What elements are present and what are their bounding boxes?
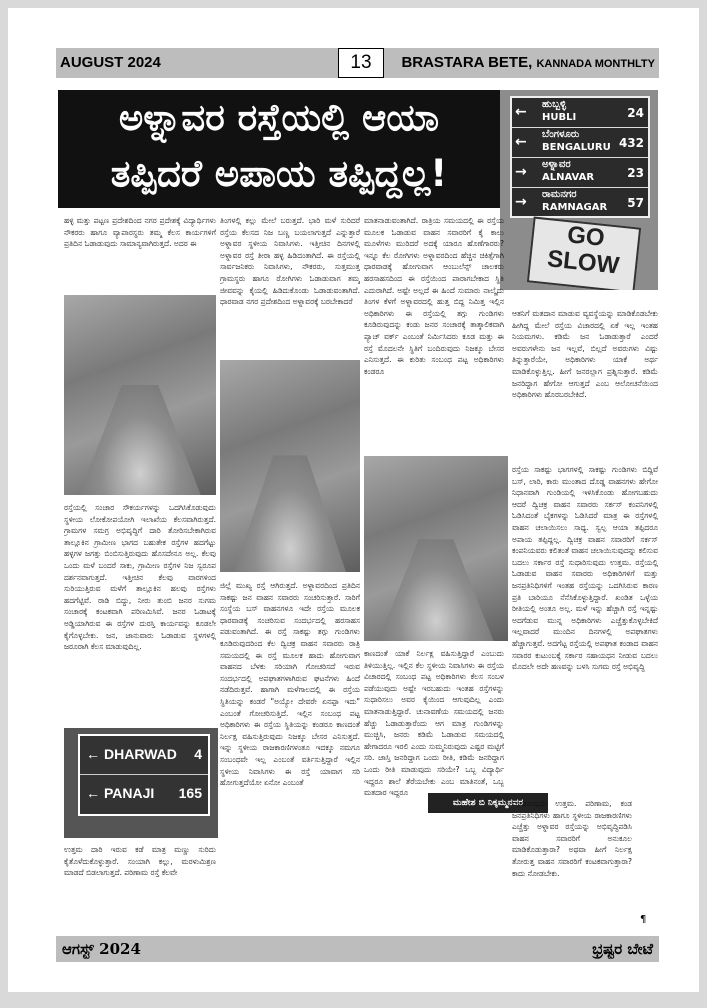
column-1-bottom bbox=[64, 844, 216, 930]
pothole-road-photo-1 bbox=[64, 295, 216, 495]
column-4-middle bbox=[512, 464, 658, 794]
flooded-road-photo bbox=[220, 360, 360, 572]
sign-km: 57 bbox=[627, 196, 644, 210]
article-text: ಜಿಲ್ಲೆ ಮುಖ್ಯ ರಸ್ತೆ ಆಗಿರುತ್ತದೆ. ಅಳ್ನಾವರದಿಂದ ಪ್ರತಿದಿನ ಸಾಕಷ್ಟು ಜನ ವಾಹನ ಸವಾರರು ಸಂಚರಿಸುತ್ತಾರೆ. ಸಾರಿಗೆ ಸಂಸ್ಥೆಯ ಬಸ್ ವಾಹನಗಳೂ ಇದೇ ರಸ್ತೆಯ ಮೂಲಕ ಧಾರವಾಡಕ್ಕೆ ಸಂಚರಿಸುವ ಸಂದರ್ಭದಲ್ಲಿ ಹರಸಾಹಸ ಪಡುವಂತಾಗಿದೆ. ಈ ರಸ್ತೆ ಸಾಕಷ್ಟು ತಗ್ಗು ಗುಂಡಿಗಳು ಕೂಡಿರುವುದರಿಂದ ಕೆಲ ದ್ವಿಚಕ್ರ ವಾಹನ ಸವಾರರು ರಾತ್ರಿ ಸಮಯದಲ್ಲಿ ಈ ರಸ್ತೆ ಮೂಲಕ ಹಾದು ಹೋಗುವಾಗ ವಾಹನದ ಬೆಳಕು ಸರಿಯಾಗಿ ಗೋಚರಿಸದೆ ಇರುವ ಸಂದರ್ಭದಲ್ಲಿ ಅಪಘಾತಗಳಾಗಿರುವ ಘಟನೆಗಳು ಹಿಂದೆ ನಡೆದಿರುತ್ತವೆ. ಹಾಗಾಗಿ ಮಳೆಗಾಲದಲ್ಲಿ ಈ ರಸ್ತೆಯ ಸ್ಥಿತಿಯನ್ನು ಕಂಡರೆ "ಅಯ್ಯೋ ದೇವರೇ ಏನಪ್ಪಾ ಇದು" ಎಂಬಂತೆ ಗೋಚರಿಸುತ್ತಿದೆ. ಇಲ್ಲಿನ ಸಂಬಂಧ ಪಟ್ಟ ಅಧಿಕಾರಿಗಳು ಈ ರಸ್ತೆಯ ಸ್ಥಿತಿಯನ್ನು ಕಂಡರೂ ಕಾಣದಂತೆ ನಿರ್ಲಕ್ಷ ವಹಿಸುತ್ತಿರುವುದು ನಿಜಕ್ಕೂ ಬೇಸರ ಎನಿಸುತ್ತದೆ. ಇನ್ನು ಸ್ಥಳೀಯ ರಾಜಕಾರಣಿಗಳಂತೂ ಇದಕ್ಕೂ ನಮಗೂ ಸಂಬಂಧವೇ ಇಲ್ಲ ಎಂಬಂತೆ ವರ್ತಿಸುತ್ತಿದ್ದಾರೆ ಇಲ್ಲಿನ ಸ್ಥಳೀಯ ನಿವಾಸಿಗಳು ಈ ರಸ್ತೆ ಯಾವಾಗ ಸರಿ ಹೋಗುತ್ತದೆಯೋ ಏನೋ ಎಂಬಂತೆ bbox=[220, 581, 360, 788]
distance-row-dharwad bbox=[80, 736, 208, 775]
arrow-left-icon: ← bbox=[515, 134, 527, 150]
go-slow-sign bbox=[527, 217, 641, 290]
distance-board bbox=[78, 734, 210, 816]
article-text: ಆತನಿಗೆ ಮತದಾನ ಮಾಡುವ ವ್ಯವಸ್ಥೆಯನ್ನು ಮಾಡಿಕೊಡಬೇಕು ಹೀಗಿದ್ದ ಮೇಲೆ ರಸ್ತೆಯ ವಿಚಾರದಲ್ಲಿ ಏಕೆ ಇಲ್ಲ ಇಂತಹ ನಿಯಮಗಳು. ಕಡಿಮೆ ಜನ ಓಡಾಡುತ್ತಾರೆ ಎಂದರೆ ಅವರುಗಳೇನು ಜನ ಇಲ್ಲವೆ, ಬಿಲ್ಲದೆ ಅವರುಗಳು ವಿಷ್ಟು ತಿನ್ನುತ್ತಾರೆಯೇ, ಅಧಿಕಾರಿಗಳು ಯಾಕೆ ಅರ್ಥ ಮಾಡಿಕೊಳ್ಳುತ್ತಿಲ್ಲ. ಹೀಗೆ ಜನರಲ್ಲಾಗ ಪ್ರಶ್ನಿಸುತ್ತಾರೆ. ಕಡಿಮೆ ಜನರಿದ್ದಾಗ ಹೇಗೋ ಆಗುತ್ತದೆ ಎಂಬ ಆಲೋಚನೆಯಿಂದ ಅಧಿಕಾರಿಗಳು ಹೊರಬರಬೇಕಿದೆ. bbox=[512, 309, 658, 400]
sign-place: HUBLI bbox=[542, 112, 577, 123]
article-text: ಉತ್ತಮ ದಾರಿ ಇರುವ ಕಡೆ ಮಾತ್ರ ಮಣ್ಣು ಸುರಿದು ಕೈತೊಳೆದುಕೊಳ್ಳುತ್ತಾರೆ. ಸಂಯಾಗಿ ಕಲ್ಲು, ಮರಳುಮಿಶ್ರಣ ಮಾಡದೆ ಬಿಡಲಾಗುತ್ತದೆ. ಪರಿಣಾಮ ರಸ್ತೆ ಕೆಲವೇ bbox=[64, 845, 216, 878]
distance-place: PANAJI bbox=[104, 785, 155, 801]
page-header bbox=[56, 48, 659, 78]
column-4-bottom bbox=[512, 798, 632, 916]
column-4-top bbox=[512, 308, 658, 460]
masthead-title: BRASTARA BETE, bbox=[401, 54, 533, 71]
arrow-left-icon: ← bbox=[86, 746, 100, 762]
article-text: ಹಳ್ಳಿ ಮತ್ತು ಪಟ್ಟಣ ಪ್ರದೇಶದಿಂದ ನಗರ ಪ್ರದೇಶಕ್ಕೆ ವಿದ್ಯಾರ್ಥಿಗಳು ನೌಕರರು ಹಾಗೂ ವ್ಯಾಪಾರಸ್ಥರು ತಮ್ಮ ಕೆಲಸ ಕಾರ್ಯಗಳಿಗೆ ಪ್ರತಿದಿನ ಓಡಾಡುವುದು ಸಾಮಾನ್ಯವಾಗಿರುತ್ತದೆ. ಅದರ ಈ bbox=[64, 216, 216, 249]
column-2-bottom bbox=[220, 580, 360, 930]
distance-sign-photo bbox=[64, 728, 218, 838]
distance-row-panaji bbox=[80, 775, 208, 813]
road-sign-photo bbox=[500, 90, 658, 290]
article-text: ತಿಂಗಳಲ್ಲಿ ಕಲ್ಲು ಮೇಲೆ ಬರುತ್ತದೆ. ಭಾರಿ ಮಳೆ ಸುರಿದರೆ ರಸ್ತೆಯ ಕೆಲಸದ ನಿಜ ಬಣ್ಣ ಬಯಲಾಗುತ್ತದೆ ಎನ್ನುತ್ತಾರೆ ಅಳ್ನಾವರ ಸ್ಥಳೀಯ ನಿವಾಸಿಗಳು. ಇತ್ತೀಚಿನ ದಿನಗಳಲ್ಲಿ ಅಳ್ನಾವರ ರಸ್ತೆ ತೀರಾ ಹಳ್ಳ ಹಿಡಿದಂತಾಗಿದೆ. ಈ ರಸ್ತೆಯಲ್ಲಿ ಸಾರ್ವಜನಿಕರು ನಿವಾಸಿಗಳು, ನೌಕರರು, ಸುತ್ತಮುತ್ತ ಗ್ರಾಮಸ್ಥರು ಹಾಗೂ ರೋಗಿಗಳು ಓಡಾಡುವಾಗ ತಮ್ಮ ಜೀವವನ್ನು ಕೈಯಲ್ಲಿ ಹಿಡಿದುಕೊಂಡು ಓಡಾಡುವಂತಾಗಿದೆ. ಧಾರವಾಡ ನಗರ ಪ್ರದೇಶದಿಂದ ಅಳ್ನಾವರಕ್ಕೆ ಬರಬೇಕಾದರೆ bbox=[220, 216, 360, 307]
masthead-subtitle: KANNADA MONTHLTY bbox=[536, 58, 655, 70]
arrow-left-icon: ← bbox=[515, 104, 527, 120]
column-3-bottom bbox=[364, 648, 504, 930]
sign-row-bengaluru bbox=[512, 128, 648, 158]
road-surface bbox=[234, 455, 346, 572]
article-text: ಮಾತನಾಡುವಂತಾಗಿದೆ. ರಾತ್ರಿಯ ಸಮಯದಲ್ಲಿ ಈ ರಸ್ತೆಯ ಮೂಲಕ ಓಡಾಡುವ ವಾಹನ ಸವಾರರಿಗೆ ಕೈ ಕಾಲು ಮೂಳೆಗಳು ಮುರಿದರೆ ಅದಕ್ಕೆ ಯಾರೂ ಹೊಣೆಗಾರರು? ಇನ್ನೂ ಕೆಲ ರೋಗಿಗಳು ಅಳ್ನಾವರದಿಂದ ಹೆಚ್ಚಿನ ಚಿಕಿತ್ಸೆಗಾಗಿ ಧಾರವಾಡಕ್ಕೆ ಹೋಗುವಾಗ ಆಂಬುಲೆನ್ಸ್ ಚಾಲಕರು ಹರಸಾಹಸದಿಂದ ಈ ರಸ್ತೆಯಿಂದ ಪಾರಾಗಬೇಕಾದ ಸ್ಥಿತಿ ಎದುರಾಗಿದೆ. ಅಷ್ಟೇ ಅಲ್ಲದೆ ಈ ಹಿಂದೆ ಸುಮಾರು ನಾಲ್ಕೈದು ತಿಂಗಳ ಕೆಳಗೆ ಅಳ್ನಾವರದಲ್ಲಿ ಹುತ್ತ ಬಿದ್ದ ನಿಮಿತ್ತ ಇಲ್ಲಿನ ಅಧಿಕಾರಿಗಳು ಈ ರಸ್ತೆಯಲ್ಲಿ ತಗ್ಗು ಗುಂಡಿಗಳು ಕೂಡಿರುವುದನ್ನು ಕಂಡು ಜನರ ಸಂಚಾರಕ್ಕೆ ತಾತ್ಕಾಲಿಕವಾಗಿ ಪ್ಯಾಚ್ ವರ್ಕ್ ಎಂಬಂತೆ ನಿರ್ಮಿಸಿದರು ಕೂಡ ಮತ್ತು ಈ ರಸ್ತೆ ಮೊದಲನೇ ಸ್ಥಿತಿಗೆ ಬಂದಿರುವುದು ನಿಜಕ್ಕೂ ಬೇಸರ ಎನಿಸುತ್ತದೆ. ಈ ಕುರಿತು ಸಂಬಂಧ ಪಟ್ಟ ಅಧಿಕಾರಿಗಳು ಕಂಡರೂ bbox=[364, 216, 504, 376]
headline-line-1: ಅಳ್ನಾವರ ರಸ್ತೆಯಲ್ಲಿ ಆಯಾ bbox=[118, 96, 440, 139]
distance-km: 4 bbox=[194, 746, 202, 762]
headline bbox=[58, 90, 500, 208]
footer-date: ಆಗಸ್ಟ್ 2024 bbox=[62, 940, 141, 958]
sign-row-alnavar bbox=[512, 158, 648, 188]
sign-place-kn: ಅಳ್ನಾವರ bbox=[542, 159, 571, 170]
direction-board bbox=[510, 96, 650, 218]
page-footer bbox=[56, 936, 659, 962]
magazine-page bbox=[8, 8, 699, 992]
column-3-top bbox=[364, 215, 504, 451]
sign-km: 24 bbox=[627, 106, 644, 120]
sign-km: 23 bbox=[627, 166, 644, 180]
article-text: ರಸ್ತೆಯಲ್ಲಿ ಸಂಚಾರ ಸೌಕರ್ಯಗಳನ್ನು ಒದಗಿಸಿಕೊಡುವುದು ಸ್ಥಳೀಯ ಲೋಕೋಪಯೋಗಿ ಇಲಾಖೆಯ ಕೆಲಸವಾಗಿರುತ್ತದೆ. ಗ್ರಾಮಗಳ ಸಮಗ್ರ ಅಭಿವೃದ್ಧಿಗೆ ದಾರಿ ತೋರಿಸಬೇಕಾಗಿರುವ ತಾಲ್ಲೂಕಿನ ಗ್ರಾಮೀಣ ಭಾಗದ ಬಹುತೇಕ ರಸ್ತೆಗಳ ಹದಗೆಟ್ಟು ಹಳ್ಳಗಳ ಜಗತ್ತು ಬಿಂಬಿಸುತ್ತಿರುವುದು ಹೊಸದೇನೂ ಅಲ್ಲ. ಕೆಲವು ಒಂದು ಮಳೆ ಬಂದರೆ ಸಾಕು, ಗ್ರಾಮೀಣ ರಸ್ತೆಗಳ ನಿಜ ಸ್ವರೂಪ ದರ್ಶನವಾಗುತ್ತದೆ. ಇತ್ತೀಚಿನ ಕೆಲವು ವಾರಗಳಿಂದ ಸುರಿಯುತ್ತಿರುವ ಮಳೆಗೆ ತಾಲ್ಲೂಕಿನ ಹಲವು ರಸ್ತೆಗಳು ಹದಗೆಟ್ಟಿವೆ. ರಾಡಿ ಬಿದ್ದು, ನೀರು ತುಂಬಿ ಜನರ ಸುಗಮ ಸಂಚಾರಕ್ಕೆ ಕಂಟಕವಾಗಿ ಪರಿಣಮಿಸಿವೆ. ಜನರ ಓಡಾಟಕ್ಕೆ ಅಡ್ಡಿಯಾಗಿರುವ ಈ ರಸ್ತೆಗಳ ದುರಸ್ತಿ ಕಾರ್ಯವನ್ನು ಕೂಡಲೇ ಕೈಗೊಳ್ಳಬೇಕು. ಜನ, ಜಾನುವಾರು ಓಡಾಡುವ ಸ್ಥಳಗಳಲ್ಲಿ ಜರೂರಾಗಿ ಕೆಲಸ ಮಾಡುವುದಿಲ್ಲ. bbox=[64, 503, 216, 652]
sign-place-kn: ಹುಬ್ಬಳ್ಳಿ bbox=[542, 99, 567, 110]
author-byline: ಮಹೇಶ ಬಿ ನಿಕ್ಕಮ್ಮನವರ bbox=[428, 793, 548, 813]
sign-row-hubli bbox=[512, 98, 648, 128]
column-1-middle bbox=[64, 502, 216, 724]
road-surface bbox=[79, 385, 201, 495]
sign-place: RAMNAGAR bbox=[542, 202, 608, 213]
headline-line-2: ತಪ್ಪಿದರೆ ಅಪಾಯ ತಪ್ಪಿದ್ದಲ್ಲ! bbox=[110, 152, 448, 195]
distance-place: DHARWAD bbox=[104, 746, 177, 762]
arrow-right-icon: → bbox=[515, 164, 527, 180]
arrow-right-icon: → bbox=[515, 194, 527, 210]
pothole-road-photo-2 bbox=[364, 456, 508, 641]
page-number: 13 bbox=[338, 48, 384, 78]
road-surface bbox=[378, 539, 493, 641]
article-text: ಮಾಡಿಸುವುದು ಉತ್ತಮ. ಪರಿಣಾಮ, ಕಂಡ ಜನಪ್ರತಿನಿಧಿಗಳು ಹಾಗೂ ಸ್ಥಳೀಯ ರಾಜಕಾರಣಿಗಳು ಎಚ್ಚೆತ್ತು ಅಳ್ನಾವರ ರಸ್ತೆಯನ್ನು ಅಭಿವೃದ್ಧಿಪಡಿಸಿ ವಾಹನ ಸವಾರರಿಗೆ ಅನುಕೂಲ ಮಾಡಿಕೊಡುತ್ತಾರಾ? ಅಥವಾ ಹೀಗೆ ನಿರ್ಲಕ್ಷ ತೋರುತ್ತ ವಾಹನ ಸವಾರರಿಗೆ ಕಂಟಕವಾಗುತ್ತಾರಾ? ಕಾದು ನೋಡಬೇಕು. bbox=[512, 799, 632, 878]
sign-place-kn: ಬೆಂಗಳೂರು bbox=[542, 129, 580, 140]
sign-place: ALNAVAR bbox=[542, 172, 595, 183]
article-text: ರಸ್ತೆಯ ಸಾಕಷ್ಟು ಭಾಗಗಳಲ್ಲಿ ಸಾಕಷ್ಟು ಗುಂಡಿಗಳು ಬಿದ್ದಿವೆ ಬಸ್, ಲಾರಿ, ಕಾರು ಮುಂತಾದ ದೊಡ್ಡ ವಾಹನಗಳು ಹೇಗೋ ನಿಧಾನವಾಗಿ ಗುಂಡಿಯಲ್ಲಿ ಇಳಿಸಿಕೊಂಡು ಹೋಗಬಹುದು ಆದರೆ ದ್ವಿಚಕ್ರ ವಾಹನ ಸವಾರರು ಸರ್ಕಸ್ ಕಂಪನಿಗಳಲ್ಲಿ ಓಡಿಸಿದಂತೆ ಬೈಕಗಳನ್ನು ಓಡಿಸಿದರೆ ಮಾತ್ರ ಈ ರಸ್ತೆಗಳಲ್ಲಿ ವಾಹನ ಚಲಾಯಿಸಲು ಸಾಧ್ಯ. ಸ್ವಲ್ಪ ಆಯಾ ತಪ್ಪಿದರೂ ಅಪಾಯ ತಪ್ಪಿದ್ದಲ್ಲ. ದ್ವಿಚಕ್ರ ವಾಹನ ಸವಾರರಿಗೆ ಸರ್ಕಸ್ ಕಂಪನಿಯವರು ಕಲಿತಂತೆ ವಾಹನ ಚಲಾಯಿಸುವುದನ್ನು ಕಲಿಸುವ ಬದಲು ಸರ್ಕಾರ ರಸ್ತೆ ಸುಧಾರಿಸುವುದು ಉತ್ತಮ. ರಸ್ತೆಯಲ್ಲಿ ಓಡಾಡುವ ವಾಹನ ಸವಾರರು ಅಧಿಕಾರಿಗಳಿಗೆ ಮತ್ತು ಜನಪ್ರತಿನಿಧಿಗಳಿಗೆ ಇಂತಹ ರಸ್ತೆಯನ್ನು ಒದಗಿಸಿರುವ ಕಾರಣ ಪ್ರತಿ ಬಾರಿಯೂ ನೆನೆಸಿಕೊಳ್ಳುತ್ತಿದ್ದಾರೆ. ಖಂಡಿತ ಒಳ್ಳೆಯ ರೀತಿಯಲ್ಲಿ ಅಂತೂ ಅಲ್ಲ. ಮಳೆ ಇನ್ನು ಹೆಚ್ಚಾಗಿ ರಸ್ತೆ ಇನ್ನಷ್ಟು ಅದಗೆಡುವ ಮುನ್ನ ಅಧಿಕಾರಿಗಳು ಎಚ್ಚೆತ್ತುಕೊಳ್ಳಬೇಕಿದೆ ಇಲ್ಲವಾದರೆ ಮುಂದಿನ ದಿನಗಳಲ್ಲಿ ಅಪಘಾತಗಳು ಹೆಚ್ಚಾಗುತ್ತವೆ. ಅದಗೆಟ್ಟ ರಸ್ತೆಯಲ್ಲಿ ಅಪಘಾತ ಕಂಡಾದ ವಾಹನ ಸವಾರರ ಕುಟುಂಬಕ್ಕೆ ಸರ್ಕಾರ ಸಹಾಯಧನ ನೀಡುವ ಬದಲು ಮೊದಲೇ ಅದೇ ಹಣವನ್ನು ಬಳಸಿ ಸುಗಮ ರಸ್ತೆ ಅಭಿವೃದ್ಧಿ bbox=[512, 465, 658, 672]
column-1-top bbox=[64, 215, 216, 291]
sign-place: BENGALURU bbox=[542, 142, 611, 153]
sign-km: 432 bbox=[618, 136, 644, 150]
go-slow-word-1: GO bbox=[565, 221, 606, 252]
masthead bbox=[401, 54, 655, 71]
footer-title: ಭ್ರಷ್ಟರ ಬೇಟೆ bbox=[592, 940, 653, 958]
article-text: ಕಾಣದಂತೆ ಯಾಕೆ ನಿರ್ಲಕ್ಷ ವಹಿಸುತ್ತಿದ್ದಾರೆ ಎಂಬುದು ತಿಳಿಯುತ್ತಿಲ್ಲ. ಇಲ್ಲಿನ ಕೆಲ ಸ್ಥಳೀಯ ನಿವಾಸಿಗಳು ಈ ರಸ್ತೆಯ ವಿಚಾರದಲ್ಲಿ ಸಂಬಂಧ ಪಟ್ಟ ಅಧಿಕಾರಿಗಳು ಕೆಲಸ ಸಂಬಳ ಪಡೆಯುವುದು ಅಷ್ಟೇ ಇರಬಹುದು ಇಂತಹ ರಸ್ತೆಗಳನ್ನು ಸುಧಾರಿಸಲು ಅವರ ಕೈಯಿಂದ ಆಗುವುದಿಲ್ಲ ಎಂದು ಮಾತನಾಡುತ್ತಿದ್ದಾರೆ. ಚುನಾವಣೆಯ ಸಮಯದಲ್ಲಿ ಜನರು ಹೆಚ್ಚು ಓಡಾಡುತ್ತಾರೆಂದು ಆಗ ಮಾತ್ರ ಗುಂಡಿಗಳನ್ನು ಮುಚ್ಚಿಸಿ, ಜನರು ಕಡಿಮೆ ಓಡಾಡುವ ಸಮಯದಲ್ಲಿ ಹೇಗಾದರೂ ಇರಲಿ ಎಂದು ಸುಮ್ಮನಿರುವುದು ಎಷ್ಟರ ಮಟ್ಟಿಗೆ ಸರಿ. ಜಾಸ್ತಿ ಜನರಿದ್ದಾಗ ಒಂದು ರೀತಿ, ಕಡಿಮೆ ಜನರಿದ್ದಾಗ ಒಂದು ರೀತಿ ಮಾಡುವುದು ಸರಿಯೇ? ಒಬ್ಬ ವಿದ್ಯಾರ್ಥಿ ಇದ್ದರೂ ಶಾಲೆ ತೆರೆಯಬೇಕು ಎಂಬ ಮಾತಿನಂತೆ, ಒಬ್ಬ ಮತದಾರ ಇದ್ದರೂ bbox=[364, 649, 504, 798]
go-slow-word-2: SLOW bbox=[546, 245, 621, 280]
sign-place-kn: ರಾಮನಗರ bbox=[542, 189, 577, 200]
issue-date: AUGUST 2024 bbox=[60, 54, 161, 71]
sign-row-ramnagar bbox=[512, 188, 648, 217]
arrow-left-icon: ← bbox=[86, 785, 100, 801]
distance-km: 165 bbox=[178, 785, 202, 801]
end-mark-icon: ¶ bbox=[640, 914, 647, 925]
